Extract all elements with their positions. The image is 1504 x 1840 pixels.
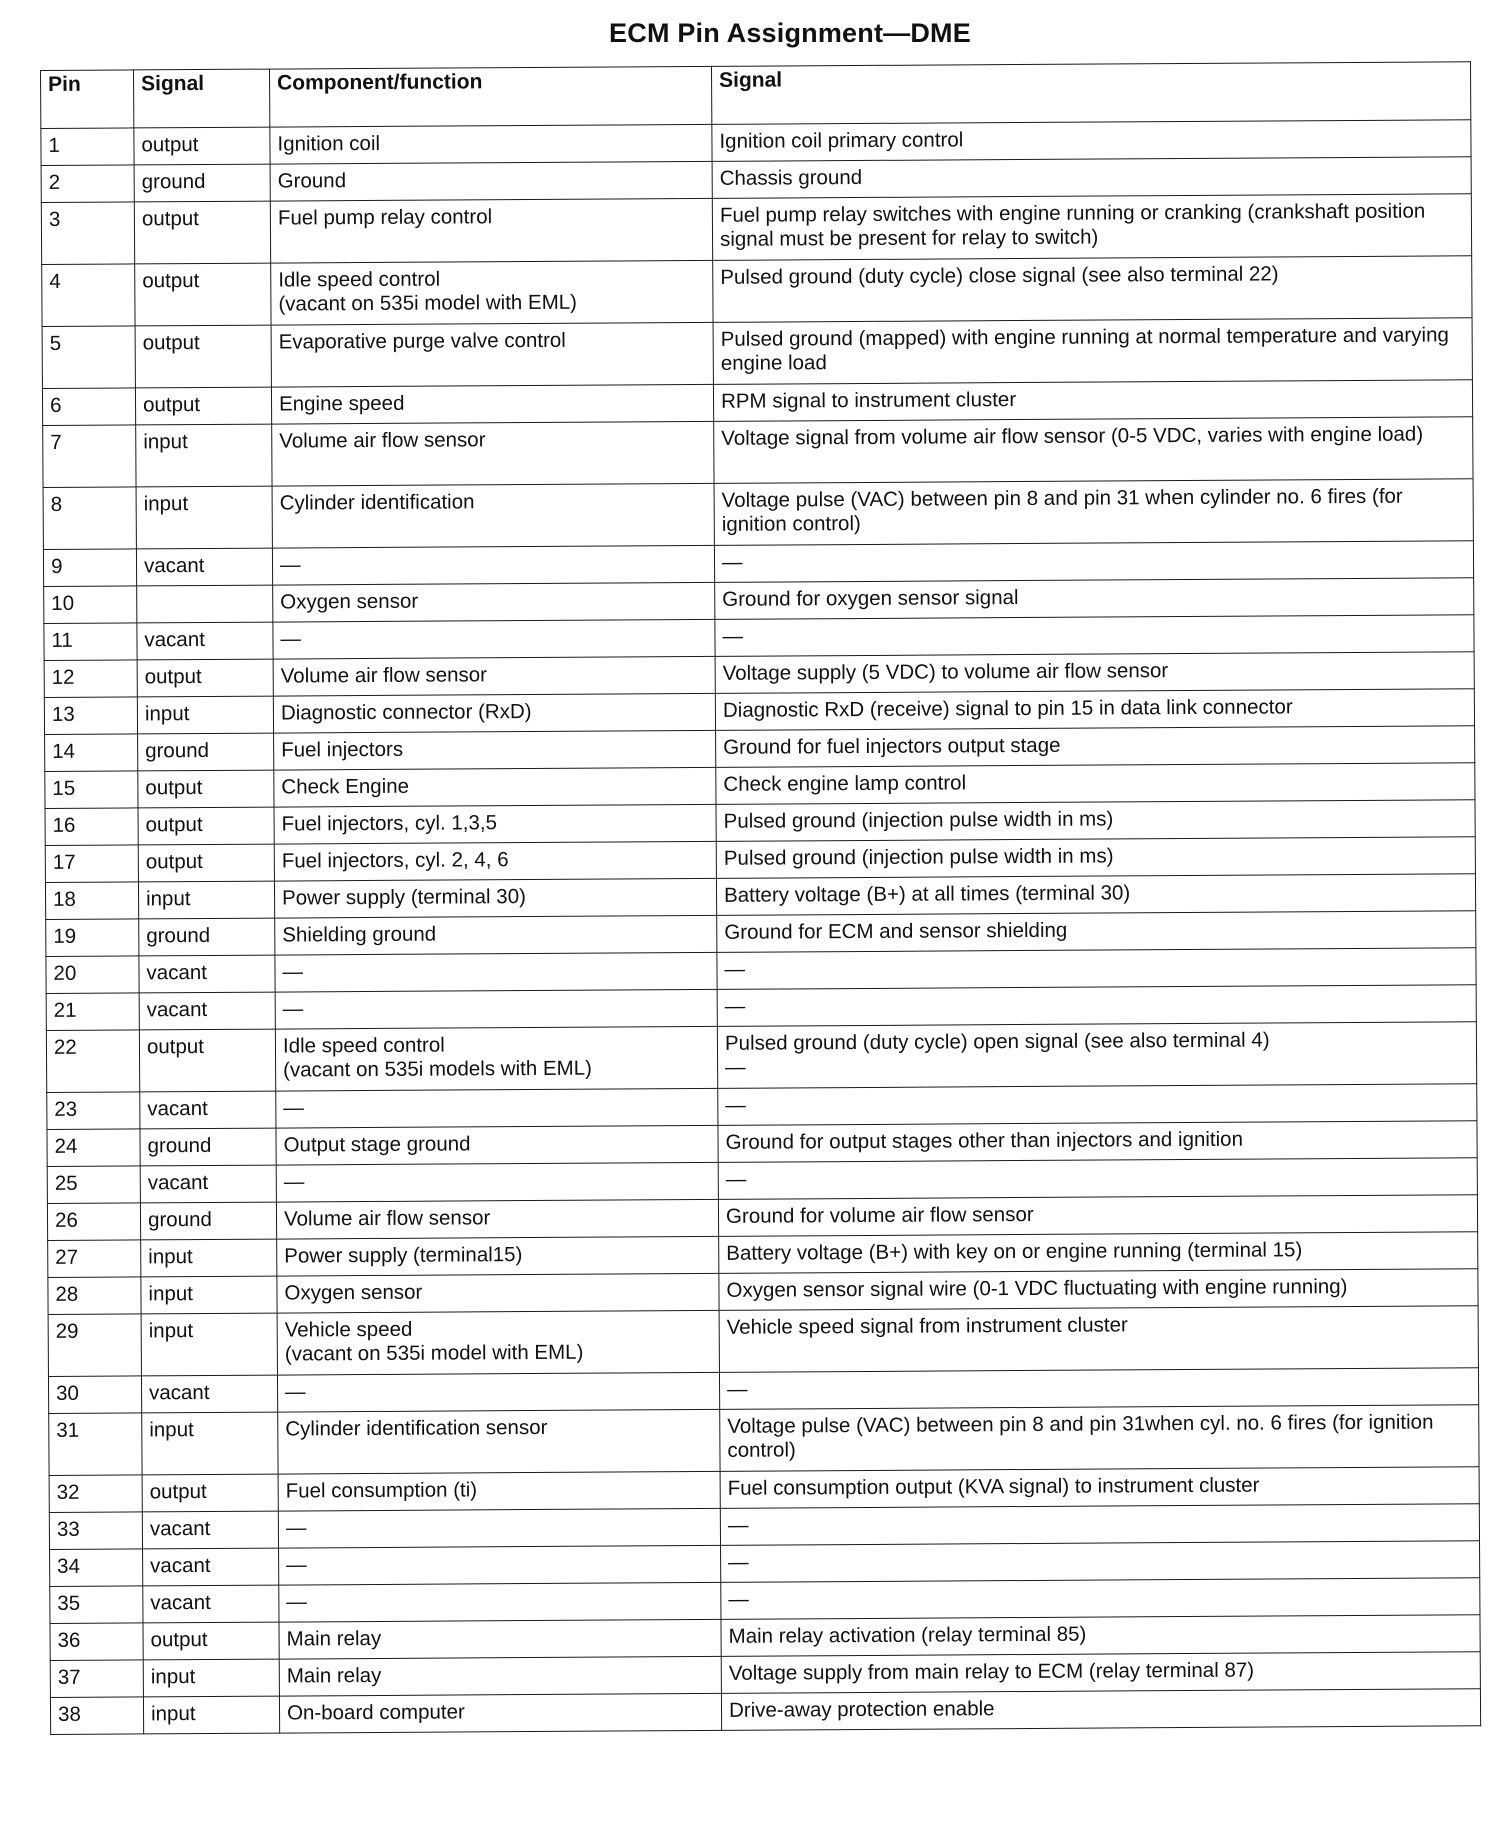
cell-signal: ground bbox=[134, 164, 270, 202]
header-component: Component/function bbox=[269, 66, 711, 127]
cell-pin: 31 bbox=[49, 1413, 142, 1476]
cell-pin: 4 bbox=[42, 264, 135, 327]
cell-component: Ignition coil bbox=[270, 124, 712, 164]
cell-pin: 9 bbox=[43, 549, 136, 587]
cell-component: Fuel pump relay control bbox=[270, 198, 712, 263]
cell-pin: 1 bbox=[41, 128, 134, 166]
cell-signal: vacant bbox=[143, 1548, 279, 1586]
cell-description: — bbox=[717, 985, 1476, 1027]
cell-pin: 32 bbox=[49, 1475, 142, 1513]
cell-component: Fuel consumption (ti) bbox=[278, 1471, 720, 1511]
cell-pin: 8 bbox=[43, 487, 136, 550]
cell-description: Ground for volume air flow sensor bbox=[718, 1195, 1477, 1237]
table-body bbox=[41, 120, 1481, 1735]
cell-description: Voltage pulse (VAC) between pin 8 and pin 31 when cylinder no. 6 fires (for ignition control) bbox=[714, 479, 1473, 546]
cell-description: — bbox=[720, 1504, 1479, 1546]
cell-signal: vacant bbox=[139, 992, 275, 1030]
cell-pin: 14 bbox=[45, 734, 138, 772]
cell-signal: input bbox=[141, 1276, 277, 1314]
cell-pin: 23 bbox=[47, 1092, 140, 1130]
cell-pin: 37 bbox=[50, 1660, 143, 1698]
cell-component: — bbox=[278, 1508, 720, 1548]
cell-signal bbox=[137, 585, 273, 623]
cell-description: Ground for ECM and sensor shielding bbox=[717, 911, 1476, 953]
cell-component: — bbox=[277, 1372, 719, 1412]
cell-pin: 36 bbox=[50, 1623, 143, 1661]
cell-component: — bbox=[273, 619, 715, 659]
cell-pin: 26 bbox=[47, 1203, 140, 1241]
cell-component: — bbox=[279, 1582, 721, 1622]
cell-component: Idle speed control (vacant on 535i models with EML) bbox=[275, 1026, 717, 1091]
cell-component: Evaporative purge valve control bbox=[271, 322, 713, 387]
cell-component: — bbox=[279, 1545, 721, 1585]
table-row bbox=[42, 256, 1472, 327]
cell-signal: output bbox=[134, 201, 270, 264]
cell-component: Power supply (terminal 30) bbox=[274, 878, 716, 918]
cell-signal: vacant bbox=[136, 548, 272, 586]
cell-description: Pulsed ground (duty cycle) open signal (see also terminal 4) — bbox=[717, 1022, 1476, 1089]
cell-component: Idle speed control (vacant on 535i model with EML) bbox=[271, 260, 713, 325]
cell-description: Fuel pump relay switches with engine running or cranking (crankshaft position signal must be present for relay to switch) bbox=[712, 194, 1471, 261]
cell-component: Shielding ground bbox=[275, 915, 717, 955]
cell-signal: output bbox=[139, 1029, 275, 1092]
cell-component: Volume air flow sensor bbox=[276, 1199, 718, 1239]
cell-signal: output bbox=[135, 325, 271, 388]
cell-signal: output bbox=[138, 844, 274, 882]
cell-signal: input bbox=[143, 1696, 279, 1734]
cell-description: Diagnostic RxD (receive) signal to pin 15 in data link connector bbox=[715, 689, 1474, 731]
cell-signal: input bbox=[137, 696, 273, 734]
cell-signal: ground bbox=[138, 733, 274, 771]
cell-component: Volume air flow sensor bbox=[273, 656, 715, 696]
cell-description: — bbox=[717, 948, 1476, 990]
cell-description: — bbox=[714, 541, 1473, 583]
cell-signal: ground bbox=[140, 1128, 276, 1166]
table-row bbox=[43, 479, 1473, 550]
cell-pin: 25 bbox=[47, 1166, 140, 1204]
cell-pin: 27 bbox=[48, 1240, 141, 1278]
cell-component: On-board computer bbox=[279, 1693, 721, 1733]
cell-component: Oxygen sensor bbox=[277, 1273, 719, 1313]
cell-component: Ground bbox=[270, 161, 712, 201]
cell-pin: 24 bbox=[47, 1129, 140, 1167]
cell-component: Cylinder identification bbox=[272, 483, 714, 548]
cell-signal: input bbox=[142, 1412, 278, 1475]
cell-signal: output bbox=[138, 807, 274, 845]
cell-component: — bbox=[275, 989, 717, 1029]
cell-component: Diagnostic connector (RxD) bbox=[273, 693, 715, 733]
cell-pin: 38 bbox=[50, 1697, 143, 1735]
cell-signal: output bbox=[135, 263, 271, 326]
cell-component: Check Engine bbox=[274, 767, 716, 807]
cell-description: Pulsed ground (injection pulse width in ms) bbox=[716, 837, 1475, 879]
cell-component: — bbox=[276, 1088, 718, 1128]
cell-description: — bbox=[715, 615, 1474, 657]
cell-signal: vacant bbox=[139, 955, 275, 993]
cell-description: Voltage pulse (VAC) between pin 8 and pin 31when cyl. no. 6 fires (for ignition control) bbox=[720, 1405, 1479, 1472]
cell-description: Pulsed ground (duty cycle) close signal (see also terminal 22) bbox=[713, 256, 1472, 323]
cell-description: Battery voltage (B+) with key on or engine running (terminal 15) bbox=[719, 1232, 1478, 1274]
header-signal: Signal bbox=[134, 69, 270, 128]
cell-pin: 16 bbox=[45, 808, 138, 846]
cell-description: Chassis ground bbox=[712, 157, 1471, 199]
cell-description: Fuel consumption output (KVA signal) to instrument cluster bbox=[720, 1467, 1479, 1509]
cell-component: Cylinder identification sensor bbox=[278, 1409, 720, 1474]
cell-pin: 20 bbox=[46, 956, 139, 994]
cell-description: Drive-away protection enable bbox=[721, 1689, 1480, 1731]
cell-pin: 30 bbox=[48, 1376, 141, 1414]
cell-signal: vacant bbox=[143, 1585, 279, 1623]
cell-description: Vehicle speed signal from instrument cluster bbox=[719, 1306, 1478, 1373]
cell-pin: 17 bbox=[45, 845, 138, 883]
cell-description: Ground for oxygen sensor signal bbox=[715, 578, 1474, 620]
cell-signal: vacant bbox=[137, 622, 273, 660]
cell-pin: 18 bbox=[45, 882, 138, 920]
cell-description: Main relay activation (relay terminal 85) bbox=[721, 1615, 1480, 1657]
cell-signal: input bbox=[138, 881, 274, 919]
cell-component: — bbox=[272, 545, 714, 585]
table-row bbox=[50, 1689, 1480, 1735]
cell-signal: ground bbox=[140, 1202, 276, 1240]
header-pin: Pin bbox=[41, 70, 134, 129]
cell-pin: 34 bbox=[50, 1549, 143, 1587]
cell-pin: 28 bbox=[48, 1277, 141, 1315]
cell-description: — bbox=[721, 1541, 1480, 1583]
cell-signal: output bbox=[137, 659, 273, 697]
cell-signal: input bbox=[136, 424, 272, 487]
cell-signal: output bbox=[138, 770, 274, 808]
cell-description: — bbox=[721, 1578, 1480, 1620]
cell-signal: input bbox=[136, 486, 272, 549]
header-row bbox=[41, 62, 1471, 129]
cell-pin: 10 bbox=[44, 586, 137, 624]
cell-component: Main relay bbox=[279, 1656, 721, 1696]
cell-pin: 15 bbox=[45, 771, 138, 809]
cell-description: Voltage supply (5 VDC) to volume air flow sensor bbox=[715, 652, 1474, 694]
header-description: Signal bbox=[711, 62, 1470, 125]
table-row bbox=[49, 1405, 1479, 1476]
cell-pin: 12 bbox=[44, 660, 137, 698]
table-row bbox=[48, 1306, 1478, 1377]
cell-pin: 35 bbox=[50, 1586, 143, 1624]
cell-signal: vacant bbox=[142, 1511, 278, 1549]
cell-description: Oxygen sensor signal wire (0-1 VDC fluctuating with engine running) bbox=[719, 1269, 1478, 1311]
cell-component: Fuel injectors, cyl. 2, 4, 6 bbox=[274, 841, 716, 881]
cell-signal: input bbox=[143, 1659, 279, 1697]
cell-pin: 6 bbox=[42, 388, 135, 426]
cell-signal: output bbox=[134, 127, 270, 165]
cell-pin: 13 bbox=[44, 697, 137, 735]
cell-pin: 5 bbox=[42, 326, 135, 389]
cell-pin: 3 bbox=[41, 202, 134, 265]
cell-component: Fuel injectors bbox=[274, 730, 716, 770]
cell-component: Output stage ground bbox=[276, 1125, 718, 1165]
cell-component: — bbox=[275, 952, 717, 992]
cell-component: Engine speed bbox=[271, 384, 713, 424]
cell-pin: 21 bbox=[46, 993, 139, 1031]
cell-signal: vacant bbox=[140, 1165, 276, 1203]
cell-description: Voltage signal from volume air flow sensor (0-5 VDC, varies with engine load) bbox=[714, 417, 1473, 484]
cell-description: Pulsed ground (mapped) with engine running at normal temperature and varying engine load bbox=[713, 318, 1472, 385]
cell-signal: input bbox=[141, 1313, 277, 1376]
cell-description: — bbox=[718, 1084, 1477, 1126]
cell-component: Volume air flow sensor bbox=[272, 421, 714, 486]
cell-component: — bbox=[276, 1162, 718, 1202]
cell-description: Pulsed ground (injection pulse width in ms) bbox=[716, 800, 1475, 842]
cell-component: Power supply (terminal15) bbox=[277, 1236, 719, 1276]
cell-signal: output bbox=[143, 1622, 279, 1660]
cell-signal: input bbox=[141, 1239, 277, 1277]
cell-pin: 2 bbox=[41, 165, 134, 203]
cell-pin: 11 bbox=[44, 623, 137, 661]
cell-pin: 7 bbox=[43, 425, 136, 488]
cell-description: — bbox=[719, 1368, 1478, 1410]
cell-description: Check engine lamp control bbox=[716, 763, 1475, 805]
cell-description: — bbox=[718, 1158, 1477, 1200]
cell-description: Ground for output stages other than injectors and ignition bbox=[718, 1121, 1477, 1163]
cell-pin: 22 bbox=[46, 1030, 139, 1093]
table-row bbox=[43, 417, 1473, 488]
cell-description: Voltage supply from main relay to ECM (relay terminal 87) bbox=[721, 1652, 1480, 1694]
cell-description: RPM signal to instrument cluster bbox=[713, 380, 1472, 422]
table-row bbox=[41, 194, 1471, 265]
cell-pin: 29 bbox=[48, 1314, 141, 1377]
cell-description: Ground for fuel injectors output stage bbox=[716, 726, 1475, 768]
cell-component: Fuel injectors, cyl. 1,3,5 bbox=[274, 804, 716, 844]
cell-pin: 19 bbox=[46, 919, 139, 957]
cell-signal: vacant bbox=[140, 1091, 276, 1129]
cell-description: Ignition coil primary control bbox=[712, 120, 1471, 162]
pin-assignment-table bbox=[40, 61, 1481, 1735]
cell-component: Vehicle speed (vacant on 535i model with EML) bbox=[277, 1310, 719, 1375]
page-title: ECM Pin Assignment—DME bbox=[609, 18, 971, 48]
cell-signal: output bbox=[142, 1474, 278, 1512]
cell-signal: vacant bbox=[141, 1375, 277, 1413]
table-row bbox=[42, 318, 1472, 389]
cell-pin: 33 bbox=[49, 1512, 142, 1550]
cell-component: Oxygen sensor bbox=[273, 582, 715, 622]
cell-description: Battery voltage (B+) at all times (terminal 30) bbox=[716, 874, 1475, 916]
cell-signal: output bbox=[135, 387, 271, 425]
table-row bbox=[46, 1022, 1476, 1093]
cell-signal: ground bbox=[139, 918, 275, 956]
cell-component: Main relay bbox=[279, 1619, 721, 1659]
